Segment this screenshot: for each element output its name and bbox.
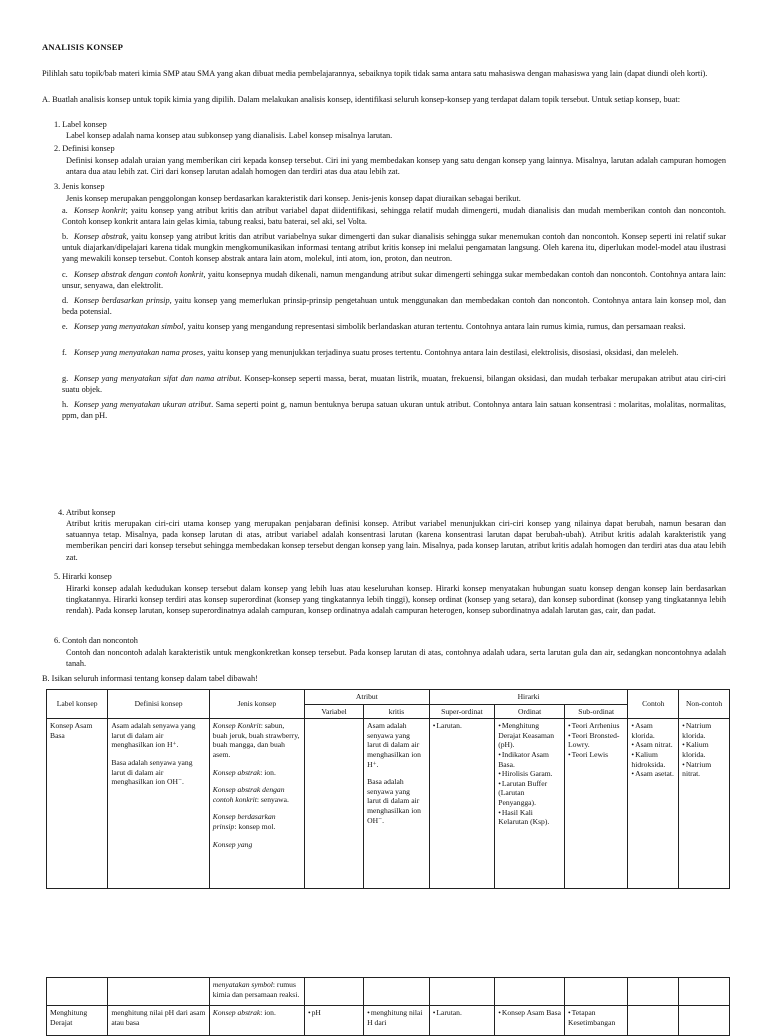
cell-subordinate — [565, 1006, 628, 1036]
concept-type-text: . Sama seperti point g, namun bentuknya berupa satuan ukuran untuk atribut. Contohnya antara lain satuan konsentrasi : molaritas, molalitas, normalitas, ppm, dan pH. — [62, 400, 726, 421]
list-item: • Asam nitrat. — [631, 740, 675, 750]
list-item: • Asam asetat. — [631, 769, 675, 779]
header-hierarchy: Hirarki — [429, 690, 628, 705]
bullet-list — [433, 721, 492, 731]
concept-type-name: Konsep berdasarkan prinsip — [74, 296, 170, 305]
concept-type-text: , yaitu konsep yang atribut kritis dan atribut variabelnya sukar dimengerti dan sukar dianalisis sehingga sukar menemukan contoh dan noncontoh. Konsep seperti ini relatif sukar untuk diajarkan/dipelajari karena tidak mungkin mengkomunikasikan informasi tentang atribut kritis konsep ini melalui pengamatan langsung. Oleh karena itu, diperlukan model-model atau ilustrasi yang mewakili konsep tersebut. Contoh konsep abstrak antara lain atom, molekul, inti atom, ion, proton, dan neutron. — [62, 232, 726, 264]
table-row — [47, 978, 730, 1006]
list-item: • Menghitung Derajat Keasaman (pH). — [498, 721, 561, 750]
list-item: • Natrium klorida. — [682, 721, 726, 740]
concept-type-item — [62, 347, 726, 358]
header-type: Jenis konsep — [209, 690, 304, 719]
type-abstract-concrete-name: Konsep abstrak dengan contoh konkrit — [212, 785, 285, 804]
section-a-instruction: A. Buatlah analisis konsep untuk topik kimia yang dipilih. Dalam melakukan analisis konsep, identifikasi seluruh konsep-konsep yang terdapat dalam topik tersebut. Untuk setiap konsep, buat: — [42, 95, 681, 104]
type-abstract-text-2: : ion. — [260, 1008, 276, 1017]
concept-type-text: , yaitu konsep yang memerlukan prinsip-prinsip pengetahuan untuk menggunakan dan membedakan contoh dan noncontoh. Contohnya antara lain konsep mol, dan beda potensial. — [62, 296, 727, 317]
bullet-list — [682, 721, 726, 779]
list-item: • Hasil Kali Kelarutan (Ksp). — [498, 808, 561, 827]
list-item: • Larutan Buffer (Larutan Penyangga). — [498, 779, 561, 808]
concept-type-name: Konsep yang menyatakan nama proses — [74, 348, 204, 357]
header-definition: Definisi konsep — [108, 690, 209, 719]
concept-type-letter: h. — [62, 400, 69, 409]
type-symbol-text: : rumus kimia dan persamaan reaksi. — [212, 980, 300, 999]
list-item: • Indikator Asam Basa. — [498, 750, 561, 769]
concept-type-item — [62, 231, 726, 265]
cell-type — [209, 1006, 304, 1036]
item-5-text: Hirarki konsep adalah kedudukan konsep tersebut dalam konsep yang lebih luas atau keseluruhan konsep. Hirarki konsep menyatakan hubungan suatu konsep dengan konsep lain berdasarkan tingkatannya. Hirarki konsep terdiri atas konsep superordinat (konsep yang tingkatannya lebih tinggi), konsep ordinat (konsep yang setara), dan konsep subordinat (konsep yang tingkatannya lebih rendah). Pada konsep larutan, konsep superordinatnya adalah campuran, konsep ordinatnya adalah campuran heterogen, konsep subordinatnya adalah larutan gas, cair, dan padat. — [66, 584, 726, 616]
cell-definition: menghitung nilai pH dari asam atau basa — [108, 1006, 209, 1036]
item-2-text: Definisi konsep adalah uraian yang memberikan ciri kepada konsep tersebut. Ciri ini yang membedakan konsep yang satu dengan konsep yang lainnya. Misalnya, larutan adalah campuran homogen antara dua atau lebih zat. Ciri dari konsep larutan adalah homogen dan terdiri atas dua atau lebih zat. — [66, 156, 726, 177]
concept-type-text: ; yaitu konsep yang atribut kritis dan atribut variabel dapat diidentifikasi, sehingga relatif mudah dimengerti, mudah dianalisis dan mudah memberikan contoh dan noncontoh. Contoh konsep konkrit antara lain gelas kimia, tabung reaksi, batu baterai, sel aki, sel Volta. — [62, 206, 727, 227]
item-4-text: Atribut kritis merupakan ciri-ciri utama konsep yang merupakan penjabaran definisi konsep. Atribut variabel menunjukkan ciri-ciri konsep yang nilainya dapat berubah, namun besaran dan satuannya tetap. Misalnya, pada konsep larutan di atas, atribut variabel adalah konsentrasi larutan (karena konsentrasi larutan dapat berubah-ubah). Atribut kritis adalah karakteristik yang memberikan penciri dari konsep tersebut sehingga membedakan konsep tersebut dengan konsep yang lain. Misalnya, pada konsep larutan, atribut kritis adalah homogen dan terdiri atas dua atau lebih zat. — [66, 519, 726, 562]
list-item: • Natrium nitrat. — [682, 760, 726, 779]
concept-type-letter: c. — [62, 270, 68, 279]
document-title: ANALISIS KONSEP — [42, 42, 124, 52]
bullet-list — [308, 1008, 360, 1018]
item-1-text: Label konsep adalah nama konsep atau subkonsep yang dianalisis. Label konsep misalnya larutan. — [66, 131, 393, 140]
item-5-label: 5. Hirarki konsep — [54, 572, 112, 581]
cell-type-cont — [209, 978, 304, 1006]
cell-critical — [364, 719, 430, 889]
concept-type-text: , yaitu konsep yang mengandung representasi simbolik berlandaskan aturan tertentu. Contohnya antara lain rumus kimia, rumus, dan persamaan reaksi. — [183, 322, 686, 331]
concept-type-letter: g. — [62, 374, 69, 383]
concept-type-letter: f. — [62, 348, 67, 357]
concept-type-letter: d. — [62, 296, 69, 305]
list-item: • Asam klorida. — [631, 721, 675, 740]
section-b-instruction: B. Isikan seluruh informasi tentang konsep dalam tabel dibawah! — [42, 674, 258, 683]
bullet-list — [498, 1008, 561, 1018]
header-example: Contoh — [628, 690, 679, 719]
cell-subordinate — [565, 719, 628, 889]
type-symbol-name: Konsep yang — [212, 839, 253, 849]
header-variable: Variabel — [304, 704, 363, 719]
cell-definition — [108, 719, 209, 889]
type-abstract-name: Konsep abstrak — [212, 767, 261, 777]
cell-ordinate — [495, 1006, 565, 1036]
bullet-list — [568, 1008, 624, 1027]
item-1-label: 1. Label konsep — [54, 120, 107, 129]
cell-nonexample — [679, 719, 730, 889]
cell-label: Konsep Asam Basa — [47, 719, 108, 889]
cell-example — [628, 719, 679, 889]
cell-variable — [304, 719, 363, 889]
header-subordinate: Sub-ordinat — [565, 704, 628, 719]
header-label: Label konsep — [47, 690, 108, 719]
critical-acid: Asam adalah senyawa yang larut di dalam air menghasilkan ion H⁺. — [367, 721, 421, 769]
cell-ordinate — [495, 719, 565, 889]
table-row — [47, 719, 730, 889]
concept-type-name: Konsep yang menyatakan ukuran atribut — [74, 400, 212, 409]
concept-type-item — [62, 295, 726, 317]
cell-superordinate — [429, 719, 495, 889]
list-item: • Larutan. — [433, 1008, 492, 1018]
bullet-list — [498, 721, 561, 827]
concept-type-name: Konsep abstrak — [74, 232, 127, 241]
concept-type-name: Konsep yang menyatakan sifat dan nama atribut — [74, 374, 240, 383]
concept-type-letter: b. — [62, 232, 69, 241]
table-header-row — [47, 690, 730, 705]
concept-type-item — [62, 321, 726, 332]
item-4-label: 4. Atribut konsep — [58, 508, 116, 517]
concept-type-text: , yaitu konsepnya mudah dikenali, namun mengandung atribut sukar dimengerti sehingga sukar membedakan contoh dan noncontoh. Contohnya antara lain: unsur, senyawa, dan elektrolit. — [62, 270, 726, 291]
list-item: • pH — [308, 1008, 360, 1018]
concept-type-text: , yaitu konsep yang menunjukkan terjadinya suatu proses tertentu. Contohnya antara lain destilasi, elektrolisis, disosiasi, oksidasi, dan meleleh. — [203, 348, 679, 357]
item-2-label: 2. Definisi konsep — [54, 144, 115, 153]
type-symbol-name-cont: menyatakan symbol — [212, 980, 273, 989]
type-principle-text: : konsep mol. — [234, 821, 276, 831]
concept-table — [46, 689, 730, 889]
type-principle-name: Konsep berdasarkan prinsip — [212, 812, 276, 831]
list-item: • Teori Arrhenius — [568, 721, 624, 731]
header-critical: kritis — [364, 704, 430, 719]
concept-type-name: Konsep yang menyatakan simbol — [74, 322, 184, 331]
list-item: • Hirolisis Garam. — [498, 769, 561, 779]
concept-type-item — [62, 269, 726, 291]
list-item: • Teori Bronsted-Lowry. — [568, 731, 624, 750]
critical-base: Basa adalah senyawa yang larut di dalam air menghasilkan ion OH⁻. — [367, 777, 421, 825]
cell-type — [209, 719, 304, 889]
bullet-list — [433, 1008, 492, 1018]
type-abstract-concrete-text: : senyawa. — [256, 794, 289, 804]
concept-table-continued — [46, 977, 730, 1036]
list-item: • Konsep Asam Basa — [498, 1008, 561, 1018]
concept-type-name: Konsep konkrit — [74, 206, 126, 215]
cell-critical — [364, 1006, 430, 1036]
type-concrete-name: Konsep Konkrit — [212, 721, 261, 731]
header-nonexample: Non-contoh — [679, 690, 730, 719]
def-base: Basa adalah senyawa yang larut di dalam air menghasilkan ion OH⁻. — [111, 757, 193, 787]
concept-type-item — [62, 205, 726, 227]
cell-variable — [304, 1006, 363, 1036]
concept-type-item — [62, 373, 726, 395]
critical-text: • menghitung nilai H dari — [367, 1008, 426, 1027]
list-item: • Tetapan Kesetimbangan — [568, 1008, 624, 1027]
header-superordinate: Super-ordinat — [429, 704, 495, 719]
bullet-list — [568, 721, 624, 759]
def-acid: Asam adalah senyawa yang larut di dalam air menghasilkan ion H⁺. — [111, 721, 196, 750]
cell-superordinate — [429, 1006, 495, 1036]
cell-label: Menghitung Derajat — [47, 1006, 108, 1036]
item-3-label: 3. Jenis konsep — [54, 182, 105, 191]
type-concrete-text: : sabun, buah jeruk, buah strawberry, buah mangga, dan buah asem. — [212, 721, 300, 759]
header-ordinate: Ordinat — [495, 704, 565, 719]
intro-paragraph: Pilihlah satu topik/bab materi kimia SMP atau SMA yang akan dibuat media pembelajarannya, sebaiknya topik tidak sama antara satu mahasiswa dengan mahasiswa yang lain (dapat diundi oleh korti). — [42, 69, 708, 78]
concept-type-item — [62, 399, 726, 421]
concept-type-letter: e. — [62, 322, 68, 331]
list-item: • Kalium hidroksida. — [631, 750, 675, 769]
item-6-label: 6. Contoh dan noncontoh — [54, 636, 138, 645]
list-item: • Larutan. — [433, 721, 492, 731]
type-abstract-text: : ion. — [260, 767, 276, 777]
concept-type-text: . Konsep-konsep seperti massa, berat, muatan listrik, muatan, frekuensi, bilangan oksidasi, dan mudah terbakar merupakan atribut atau ciri-ciri suatu objek. — [62, 374, 726, 395]
item-6-text: Contoh dan noncontoh adalah karakteristik untuk mengkonkretkan konsep tersebut. Pada konsep larutan di atas, contohnya adalah udara, serta larutan gula dan air, sedangkan noncontohnya adalah tanah. — [66, 648, 726, 669]
table-row — [47, 1006, 730, 1036]
list-item: • Teori Lewis — [568, 750, 624, 760]
header-attribute: Atribut — [304, 690, 429, 705]
type-abstract-name-2: Konsep abstrak — [212, 1008, 261, 1017]
concept-type-letter: a. — [62, 206, 68, 215]
list-item: • Kalium klorida. — [682, 740, 726, 759]
concept-type-name: Konsep abstrak dengan contoh konkrit — [74, 270, 204, 279]
item-3-text: Jenis konsep merupakan penggolongan konsep berdasarkan karakteristik dari konsep. Jenis-jenis konsep dapat diuraikan sebagai berikut. — [66, 194, 521, 203]
bullet-list — [631, 721, 675, 779]
